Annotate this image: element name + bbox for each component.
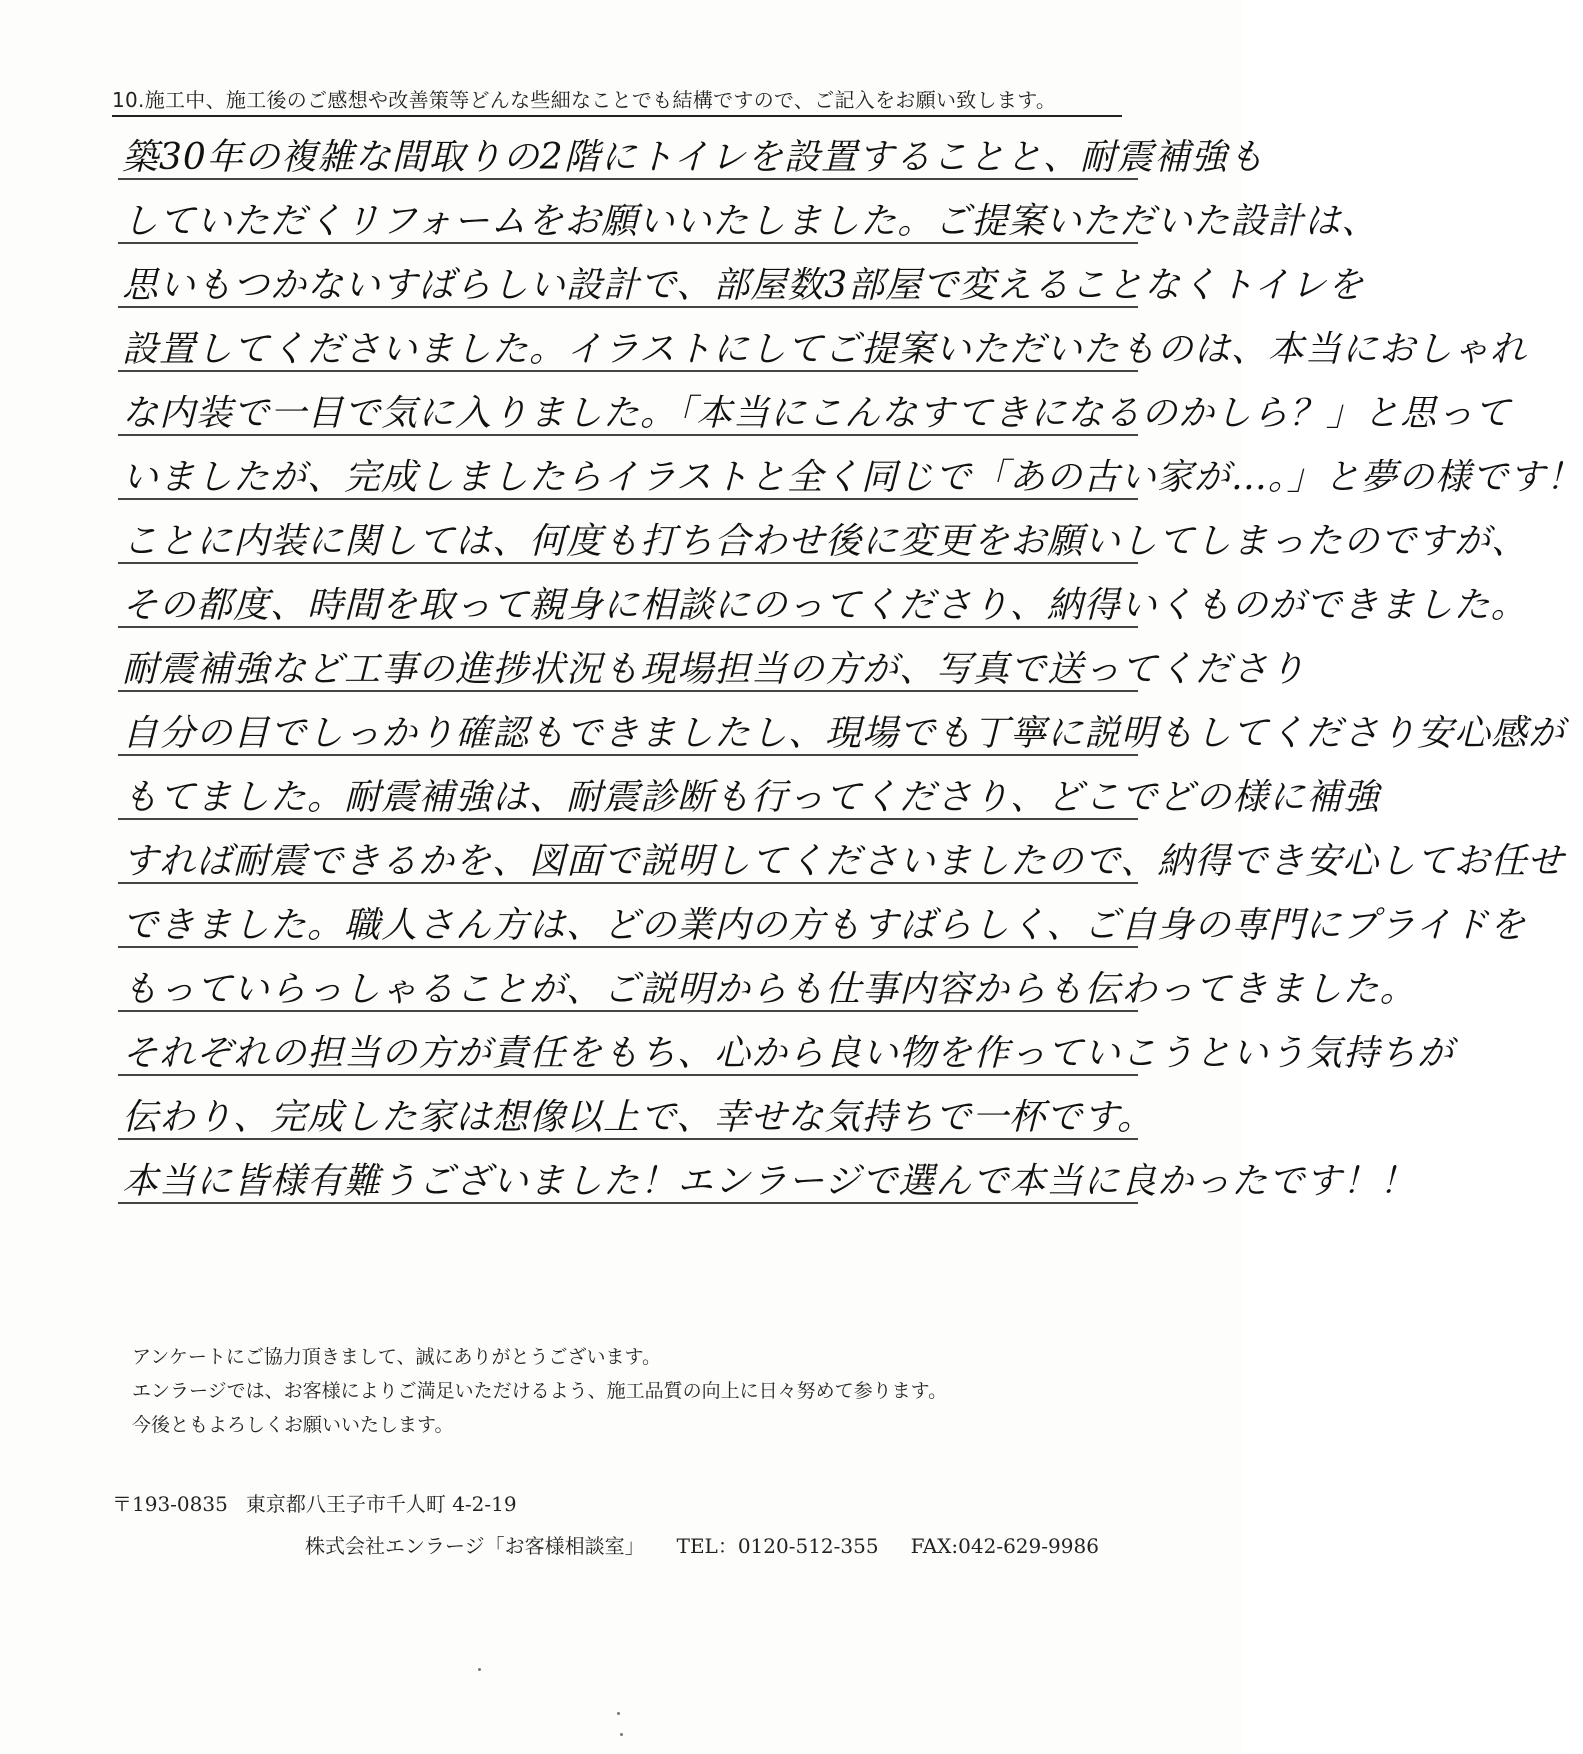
handwritten-line: していただくリフォームをお願いいたしました。ご提案いただいた設計は、 bbox=[122, 201, 1379, 242]
street-address: 東京都八王子市千人町 4-2-19 bbox=[245, 1492, 517, 1516]
handwritten-line: ことに内装に関しては、何度も打ち合わせ後に変更をお願いしてしまったのですが、 bbox=[122, 521, 1529, 562]
handwritten-line: 自分の目でしっかり確認もできましたし、現場でも丁寧に説明もしてくださり安心感が bbox=[122, 713, 1566, 754]
handwritten-line: 本当に皆様有難うございました！エンラージで選んで本当に良かったです！！ bbox=[122, 1161, 1417, 1202]
handwritten-line: 耐震補強など工事の進捗状況も現場担当の方が、写真で送ってくださり bbox=[122, 649, 1307, 690]
ruled-line bbox=[118, 690, 1138, 692]
ruled-line bbox=[118, 882, 1138, 884]
scan-speck bbox=[617, 1712, 620, 1715]
ruled-line bbox=[118, 370, 1138, 372]
commitment-text: エンラージでは、お客様によりご満足いただけるよう、施工品質の向上に日々努めて参ります。 bbox=[132, 1380, 948, 1402]
handwritten-line: 築30年の複雑な間取りの2階にトイレを設置することと、耐震補強も bbox=[122, 137, 1265, 178]
ruled-line bbox=[118, 434, 1138, 436]
ruled-line bbox=[118, 1010, 1138, 1012]
ruled-line bbox=[118, 306, 1138, 308]
handwritten-line: 設置してくださいました。イラストにしてご提案いただいたものは、本当におしゃれ bbox=[122, 329, 1527, 370]
fax-number: FAX:042-629-9986 bbox=[910, 1534, 1099, 1558]
handwritten-line: その都度、時間を取って親身に相談にのってくださり、納得いくものができました。 bbox=[122, 585, 1528, 626]
ruled-line bbox=[118, 754, 1138, 756]
thanks-text: アンケートにご協力頂きまして、誠にありがとうございます。 bbox=[132, 1346, 661, 1368]
handwritten-line: もっていらっしゃることが、ご説明からも仕事内容からも伝わってきました。 bbox=[122, 969, 1417, 1010]
handwritten-line: できました。職人さん方は、どの業内の方もすばらしく、ご自身の専門にプライドを bbox=[122, 905, 1527, 946]
company-name: 株式会社エンラージ「お客様相談室」 bbox=[305, 1534, 645, 1558]
ruled-line bbox=[118, 818, 1138, 820]
ruled-line bbox=[118, 1138, 1138, 1140]
handwritten-line: もてました。耐震補強は、耐震診断も行ってくださり、どこでどの様に補強 bbox=[122, 777, 1381, 818]
handwritten-line: 伝わり、完成した家は想像以上で、幸せな気持ちで一杯です。 bbox=[122, 1097, 1155, 1138]
handwritten-line: 思いもつかないすばらしい設計で、部屋数3部屋で変えることなくトイレを bbox=[122, 265, 1365, 306]
survey-footer bbox=[132, 1340, 947, 1442]
company-contact bbox=[305, 1530, 1099, 1559]
ruled-line bbox=[118, 946, 1138, 948]
ruled-line bbox=[118, 562, 1138, 564]
ruled-line bbox=[118, 178, 1138, 180]
handwritten-line: すれば耐震できるかを、図面で説明してくださいましたので、納得でき安心してお任せ bbox=[122, 841, 1565, 882]
ruled-line bbox=[118, 1074, 1138, 1076]
handwritten-line: な内装で一目で気に入りました。「本当にこんなすてきになるのかしら？」と思って bbox=[122, 393, 1512, 434]
ruled-line bbox=[118, 498, 1138, 500]
phone-number: TEL：0120-512-355 bbox=[676, 1534, 879, 1558]
scan-speck bbox=[620, 1733, 623, 1736]
handwritten-line: それぞれの担当の方が責任をもち、心から良い物を作っていこうという気持ちが bbox=[122, 1033, 1455, 1074]
survey-question: 10.施工中、施工後のご感想や改善策等どんな些細なことでも結構ですので、ご記入をお願い致します。 bbox=[112, 84, 1122, 117]
ruled-line bbox=[118, 1202, 1138, 1204]
closing-text: 今後ともよろしくお願いいたします。 bbox=[132, 1414, 454, 1436]
company-address bbox=[112, 1488, 517, 1517]
postal-code: 〒193-0835 bbox=[112, 1492, 228, 1516]
ruled-line bbox=[118, 626, 1138, 628]
handwritten-line: いましたが、完成しましたらイラストと全く同じで「あの古い家が…。」と夢の様です！ bbox=[122, 457, 1583, 498]
scan-speck bbox=[478, 1668, 481, 1671]
ruled-line bbox=[118, 242, 1138, 244]
